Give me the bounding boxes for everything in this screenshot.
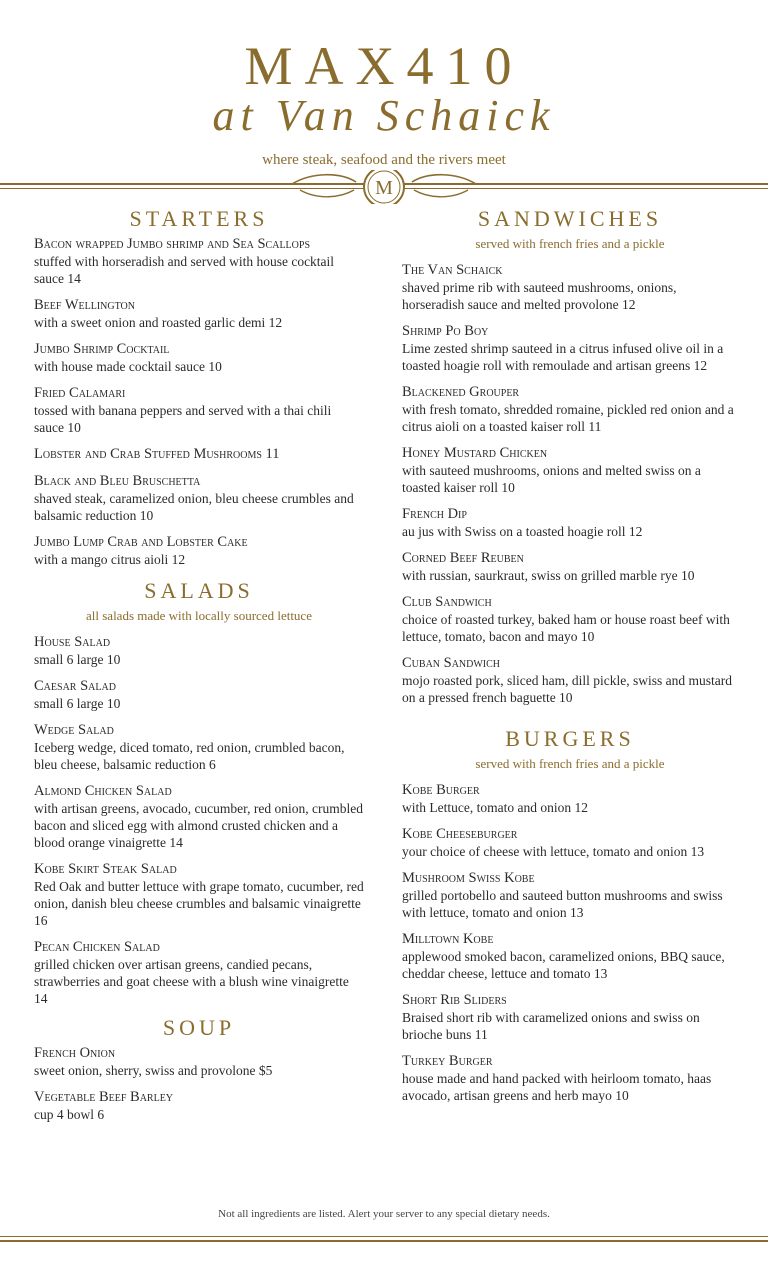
menu-item xyxy=(34,385,364,436)
menu-item-name: Club Sandwich xyxy=(402,594,492,610)
menu-item-description: your choice of cheese with lettuce, tomato and onion 13 xyxy=(402,844,705,859)
menu-item xyxy=(34,341,364,375)
menu-item xyxy=(34,722,364,773)
menu-item-description: applewood smoked bacon, caramelized onions, BBQ sauce, cheddar cheese, lettuce and tomato 13 xyxy=(402,949,725,981)
menu-item-description: with a sweet onion and roasted garlic demi 12 xyxy=(34,315,283,330)
menu-item-description: stuffed with horseradish and served with house cocktail sauce 14 xyxy=(34,254,335,286)
menu-item xyxy=(34,634,364,668)
menu-item xyxy=(34,534,364,568)
menu-item-name: Turkey Burger xyxy=(402,1053,493,1069)
menu-item-description: Lime zested shrimp sauteed in a citrus infused olive oil in a toasted hoagie roll with remoulade and artisan greens 12 xyxy=(402,341,724,373)
menu-item-name: Wedge Salad xyxy=(34,722,114,738)
restaurant-subtitle: at Van Schaick xyxy=(212,91,556,140)
soup-title: SOUP xyxy=(162,1015,236,1040)
menu-item xyxy=(402,506,738,540)
burgers-section xyxy=(402,726,738,1104)
menu-item-description: shaved prime rib with sauteed mushrooms, onions, horseradish sauce and melted provolone 12 xyxy=(402,280,677,312)
menu-item-name: Kobe Cheeseburger xyxy=(402,826,518,842)
menu-item-description: choice of roasted turkey, baked ham or house roast beef with lettuce, tomato, bacon and mayo 10 xyxy=(402,612,730,644)
menu-item-name: The Van Schaick xyxy=(402,262,503,278)
sandwiches-note: served with french fries and a pickle xyxy=(475,236,665,251)
menu-item-name: Pecan Chicken Salad xyxy=(34,939,160,955)
menu-item-name: Milltown Kobe xyxy=(402,931,494,947)
menu-item xyxy=(402,870,738,921)
menu-item-description: with house made cocktail sauce 10 xyxy=(34,359,222,374)
menu-item-name: Honey Mustard Chicken xyxy=(402,445,548,461)
menu-item xyxy=(402,594,738,645)
menu-item xyxy=(402,550,738,584)
menu-item-description: house made and hand packed with heirloom tomato, haas avocado, artisan greens and herb mayo 10 xyxy=(402,1071,712,1103)
menu-item-name: French Onion xyxy=(34,1045,116,1061)
menu-item-description: with artisan greens, avocado, cucumber, red onion, crumbled bacon and sliced egg with almond crusted chicken and a blood orange vinaigrette 14 xyxy=(34,801,363,850)
menu-item-description: cup 4 bowl 6 xyxy=(34,1107,105,1122)
menu-item xyxy=(402,826,738,860)
menu-item-name: Lobster and Crab Stuffed Mushrooms 11 xyxy=(34,446,280,462)
menu-header xyxy=(0,0,768,169)
salads-title: SALADS xyxy=(144,578,254,603)
menu-item-name: Corned Beef Reuben xyxy=(402,550,524,566)
menu-item xyxy=(402,992,738,1043)
menu-item-name: Caesar Salad xyxy=(34,678,116,694)
menu-item-description: Red Oak and butter lettuce with grape tomato, cucumber, red onion, danish bleu cheese crumbles and balsamic vinaigrette 16 xyxy=(34,879,364,928)
menu-item-name: Mushroom Swiss Kobe xyxy=(402,870,535,886)
menu-item-description: sweet onion, sherry, swiss and provolone $5 xyxy=(34,1063,273,1078)
menu-item-description: small 6 large 10 xyxy=(34,652,121,667)
menu-item-name: Blackened Grouper xyxy=(402,384,520,400)
menu-item-description: Braised short rib with caramelized onions and swiss on brioche buns 11 xyxy=(402,1010,700,1042)
sandwiches-section xyxy=(402,206,738,706)
bottom-divider xyxy=(0,1236,768,1248)
restaurant-title: MAX410 xyxy=(244,36,524,96)
menu-item-description: mojo roasted pork, sliced ham, dill pickle, swiss and mustard on a pressed french baguette 10 xyxy=(402,673,732,705)
menu-item-description: grilled portobello and sauteed button mushrooms and swiss with lettuce, tomato and onion 13 xyxy=(402,888,723,920)
starters-section xyxy=(34,206,364,568)
menu-item xyxy=(402,931,738,982)
menu-item-description: with russian, saurkraut, swiss on grilled marble rye 10 xyxy=(402,568,695,583)
menu-item-name: Beef Wellington xyxy=(34,297,135,313)
burgers-title: BURGERS xyxy=(505,726,635,751)
salads-note: all salads made with locally sourced lettuce xyxy=(86,608,312,623)
menu-item-name: Kobe Skirt Steak Salad xyxy=(34,861,177,877)
sandwiches-title: SANDWICHES xyxy=(477,206,663,231)
menu-item-name: Kobe Burger xyxy=(402,782,480,798)
menu-item xyxy=(34,861,364,929)
menu-item-description: grilled chicken over artisan greens, candied pecans, strawberries and goat cheese with a blush wine vinaigrette 14 xyxy=(34,957,349,1006)
menu-item-description: au jus with Swiss on a toasted hoagie roll 12 xyxy=(402,524,643,539)
menu-item xyxy=(34,446,364,463)
menu-item-description: Iceberg wedge, diced tomato, red onion, crumbled bacon, bleu cheese, balsamic reduction 6 xyxy=(34,740,345,772)
menu-item-name: Almond Chicken Salad xyxy=(34,783,172,799)
menu-item xyxy=(34,678,364,712)
menu-item-description: with Lettuce, tomato and onion 12 xyxy=(402,800,588,815)
menu-item xyxy=(34,1045,364,1079)
menu-item xyxy=(34,1089,364,1123)
menu-item-name: Cuban Sandwich xyxy=(402,655,501,671)
menu-item-description: with a mango citrus aioli 12 xyxy=(34,552,186,567)
menu-item xyxy=(402,384,738,435)
menu-item-name: House Salad xyxy=(34,634,111,650)
menu-item xyxy=(34,939,364,1007)
menu-item-name: Jumbo Shrimp Cocktail xyxy=(34,341,170,357)
menu-item xyxy=(402,262,738,313)
menu-item xyxy=(34,783,364,851)
menu-item-description: with sauteed mushrooms, onions and melted swiss on a toasted kaiser roll 10 xyxy=(402,463,701,495)
menu-item-description: tossed with banana peppers and served with a thai chili sauce 10 xyxy=(34,403,332,435)
salads-section xyxy=(34,578,364,1007)
emblem-letter: M xyxy=(375,177,393,199)
left-column xyxy=(34,206,364,1133)
starters-title: STARTERS xyxy=(129,206,269,231)
menu-item-name: French Dip xyxy=(402,506,467,522)
menu-item-description: shaved steak, caramelized onion, bleu cheese crumbles and balsamic reduction 10 xyxy=(34,491,354,523)
menu-item xyxy=(34,297,364,331)
menu-item-name: Fried Calamari xyxy=(34,385,126,401)
menu-item xyxy=(402,782,738,816)
menu-item-description: small 6 large 10 xyxy=(34,696,121,711)
menu-item-name: Shrimp Po Boy xyxy=(402,323,489,339)
menu-item-name: Vegetable Beef Barley xyxy=(34,1089,174,1105)
scroll-ornament-icon xyxy=(0,170,768,204)
tagline: where steak, seafood and the rivers meet xyxy=(262,152,506,168)
menu-item xyxy=(34,473,364,524)
dietary-note: Not all ingredients are listed. Alert your server to any special dietary needs. xyxy=(218,1208,550,1220)
menu-item-name: Jumbo Lump Crab and Lobster Cake xyxy=(34,534,248,550)
menu-item-name: Black and Bleu Bruschetta xyxy=(34,473,201,489)
right-column xyxy=(402,206,738,1114)
menu-item xyxy=(402,323,738,374)
menu-item-description: with fresh tomato, shredded romaine, pickled red onion and a citrus aioli on a toasted kaiser roll 11 xyxy=(402,402,734,434)
menu-item-name: Bacon wrapped Jumbo shrimp and Sea Scallops xyxy=(34,236,311,252)
menu-item xyxy=(402,655,738,706)
burgers-note: served with french fries and a pickle xyxy=(475,756,665,771)
menu-item xyxy=(402,1053,738,1104)
menu-item xyxy=(402,445,738,496)
menu-item-name: Short Rib Sliders xyxy=(402,992,507,1008)
menu-item xyxy=(34,236,364,287)
soup-section xyxy=(34,1015,364,1123)
